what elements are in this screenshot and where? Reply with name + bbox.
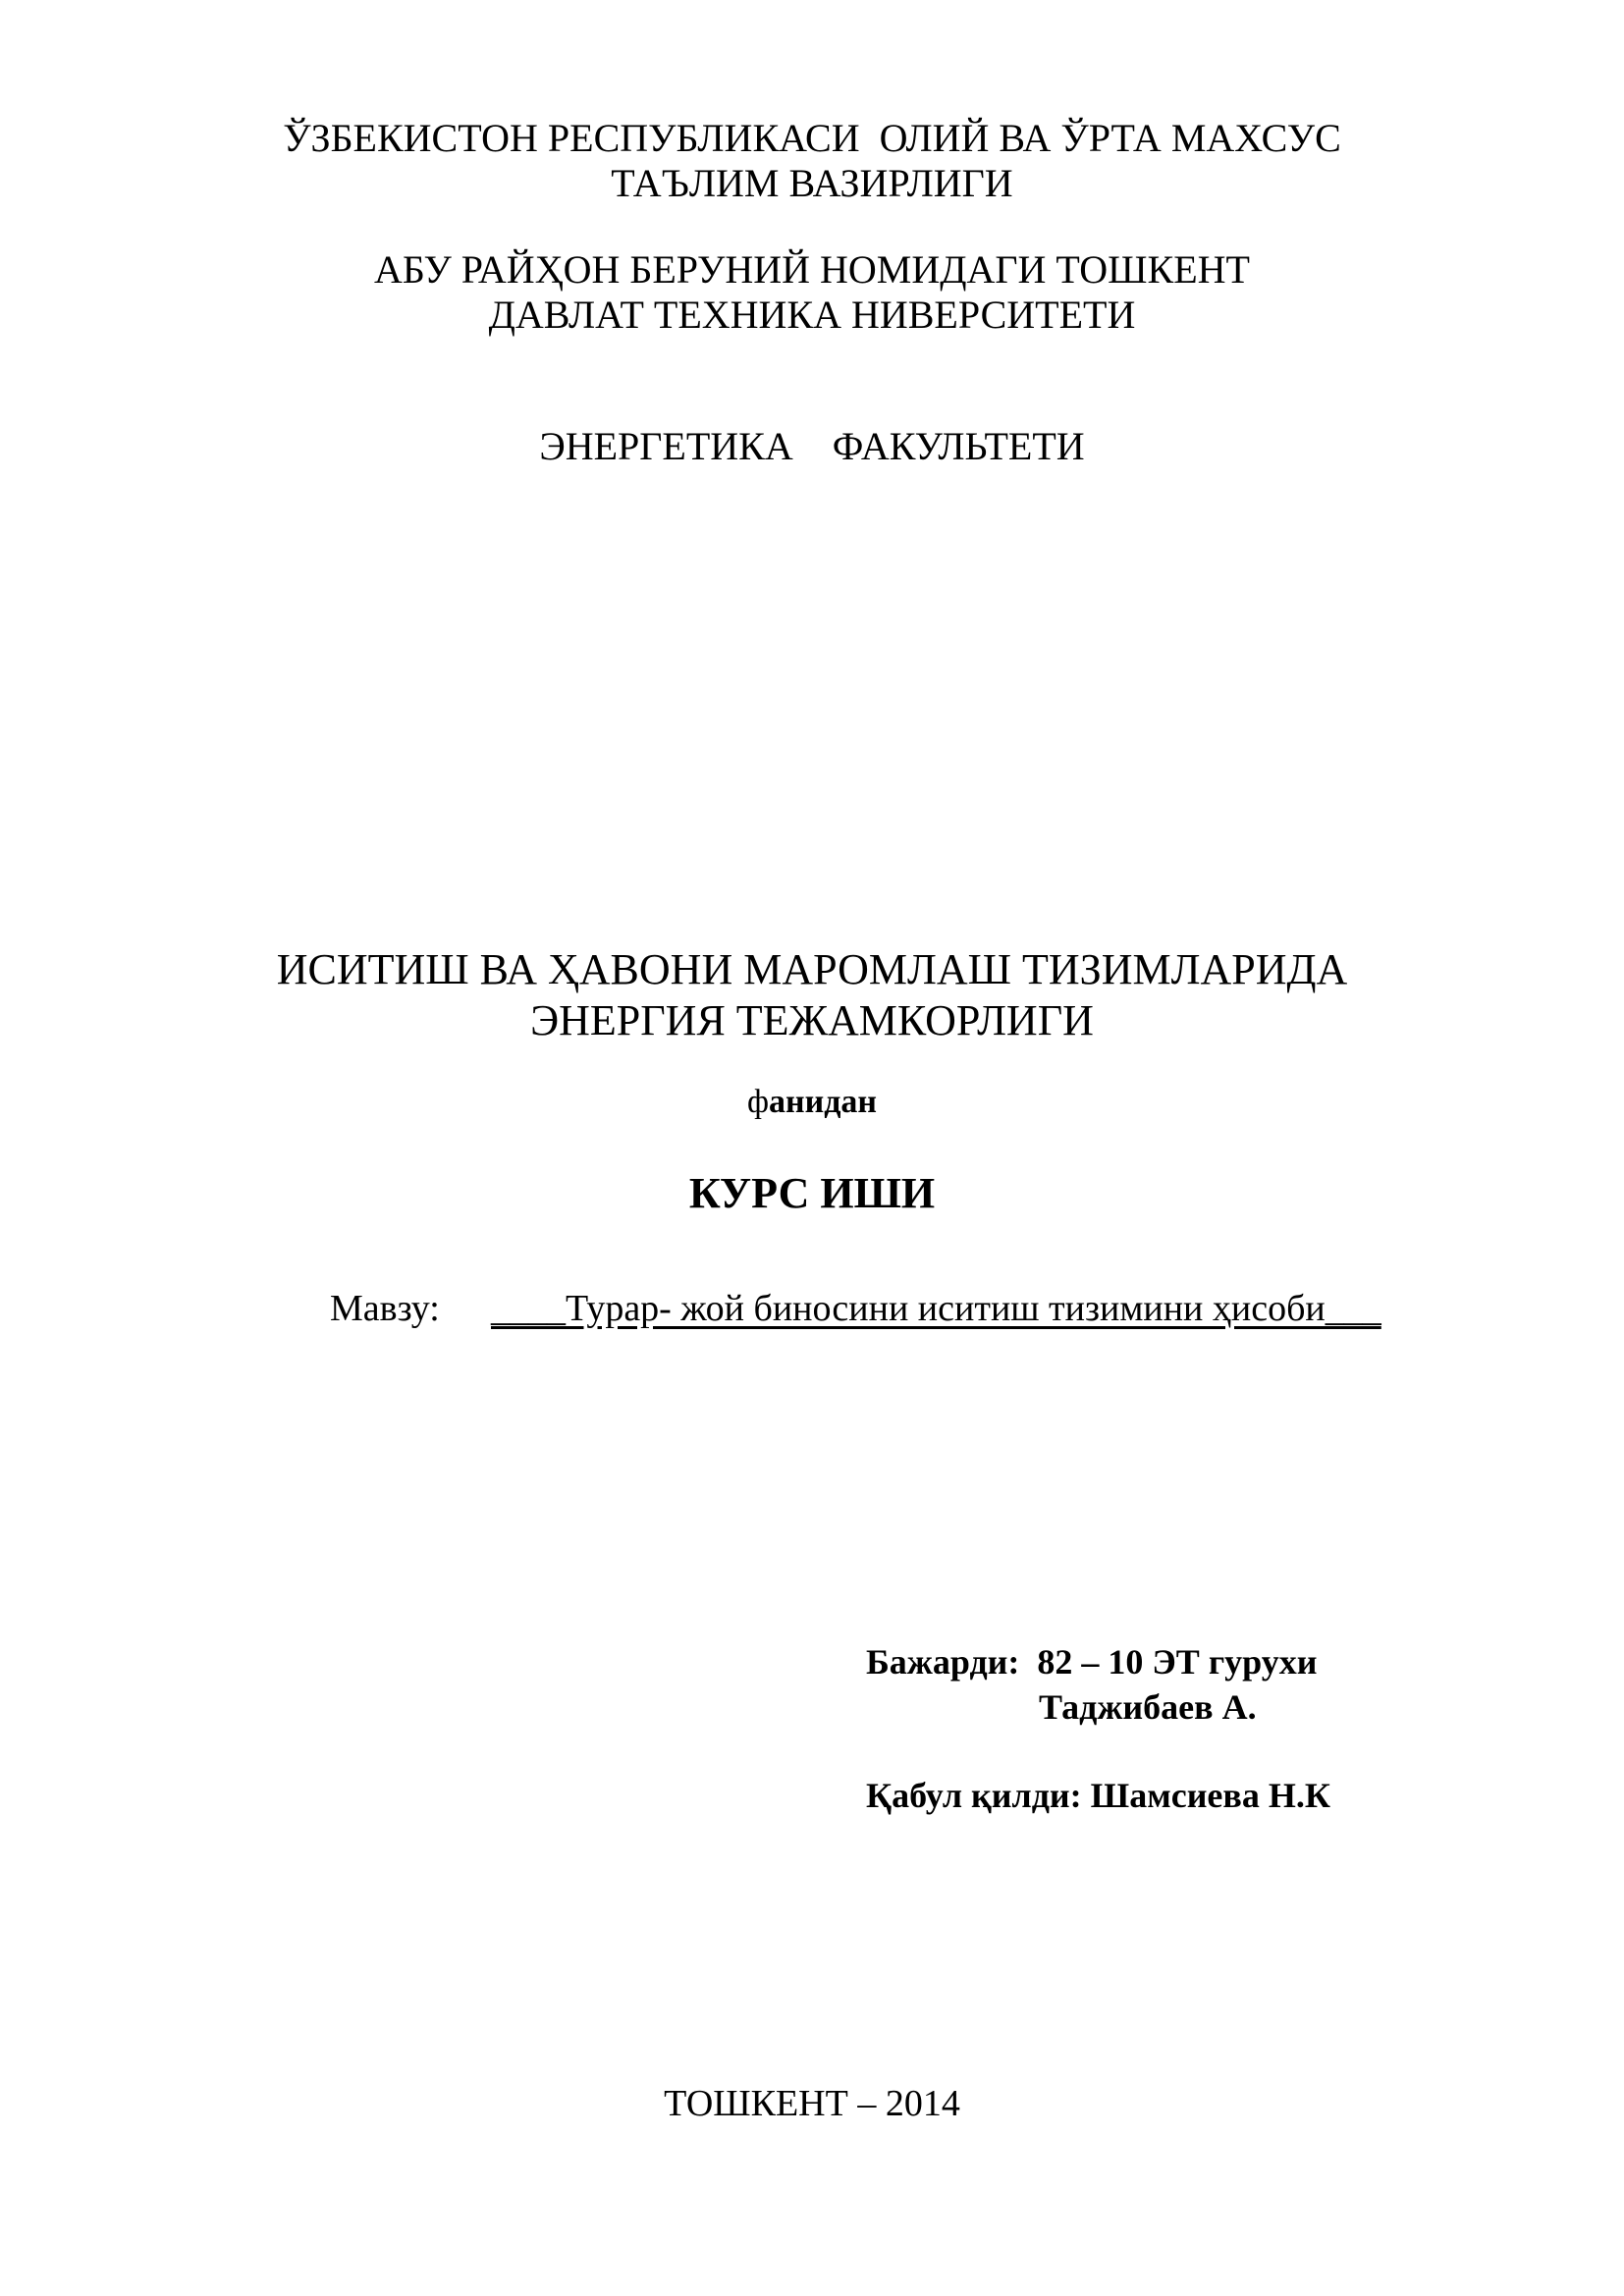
university-line-2: ДАВЛАТ ТЕХНИКА НИВЕРСИТЕТИ	[488, 293, 1136, 337]
university-heading	[0, 247, 1624, 338]
accepted-by: Қабул қилди: Шамсиева Н.К	[866, 1776, 1330, 1815]
subject-suffix-rest: анидан	[769, 1084, 877, 1120]
ministry-line-2: ТАЪЛИМ ВАЗИРЛИГИ	[611, 161, 1013, 205]
performed-by-label: Бажарди: 82 – 10 ЭТ гурухи	[866, 1642, 1318, 1682]
subject-title	[0, 944, 1624, 1046]
subject-suffix-first-letter: ф	[747, 1084, 770, 1120]
subject-title-line-2: ЭНЕРГИЯ ТЕЖАМКОРЛИГИ	[530, 996, 1094, 1044]
topic-value: ____Турар- жой биносини иситиш тизимини ҳисоби___	[491, 1288, 1381, 1329]
subject-title-line-1: ИСИТИШ ВА ҲАВОНИ МАРОМЛАШ ТИЗИМЛАРИДА	[276, 945, 1348, 993]
ministry-line-1: ЎЗБЕКИСТОН РЕСПУБЛИКАСИ ОЛИЙ ВА ЎРТА МАХСУС	[283, 116, 1341, 160]
footer	[0, 2081, 1624, 2126]
work-type-heading	[0, 1168, 1624, 1219]
performed-by-name: Таджибаев А.	[1039, 1687, 1257, 1727]
topic-label: Мавзу:	[330, 1288, 440, 1329]
work-type: КУРС ИШИ	[688, 1169, 936, 1217]
city-year: ТОШКЕНТ – 2014	[664, 2083, 960, 2124]
ministry-heading	[0, 116, 1624, 206]
faculty-heading	[0, 424, 1624, 469]
subject-suffix	[0, 1084, 1624, 1121]
university-line-1: АБУ РАЙҲОН БЕРУНИЙ НОМИДАГИ ТОШКЕНТ	[374, 247, 1250, 292]
faculty-name: ЭНЕРГЕТИКА ФАКУЛЬТЕТИ	[539, 424, 1085, 468]
